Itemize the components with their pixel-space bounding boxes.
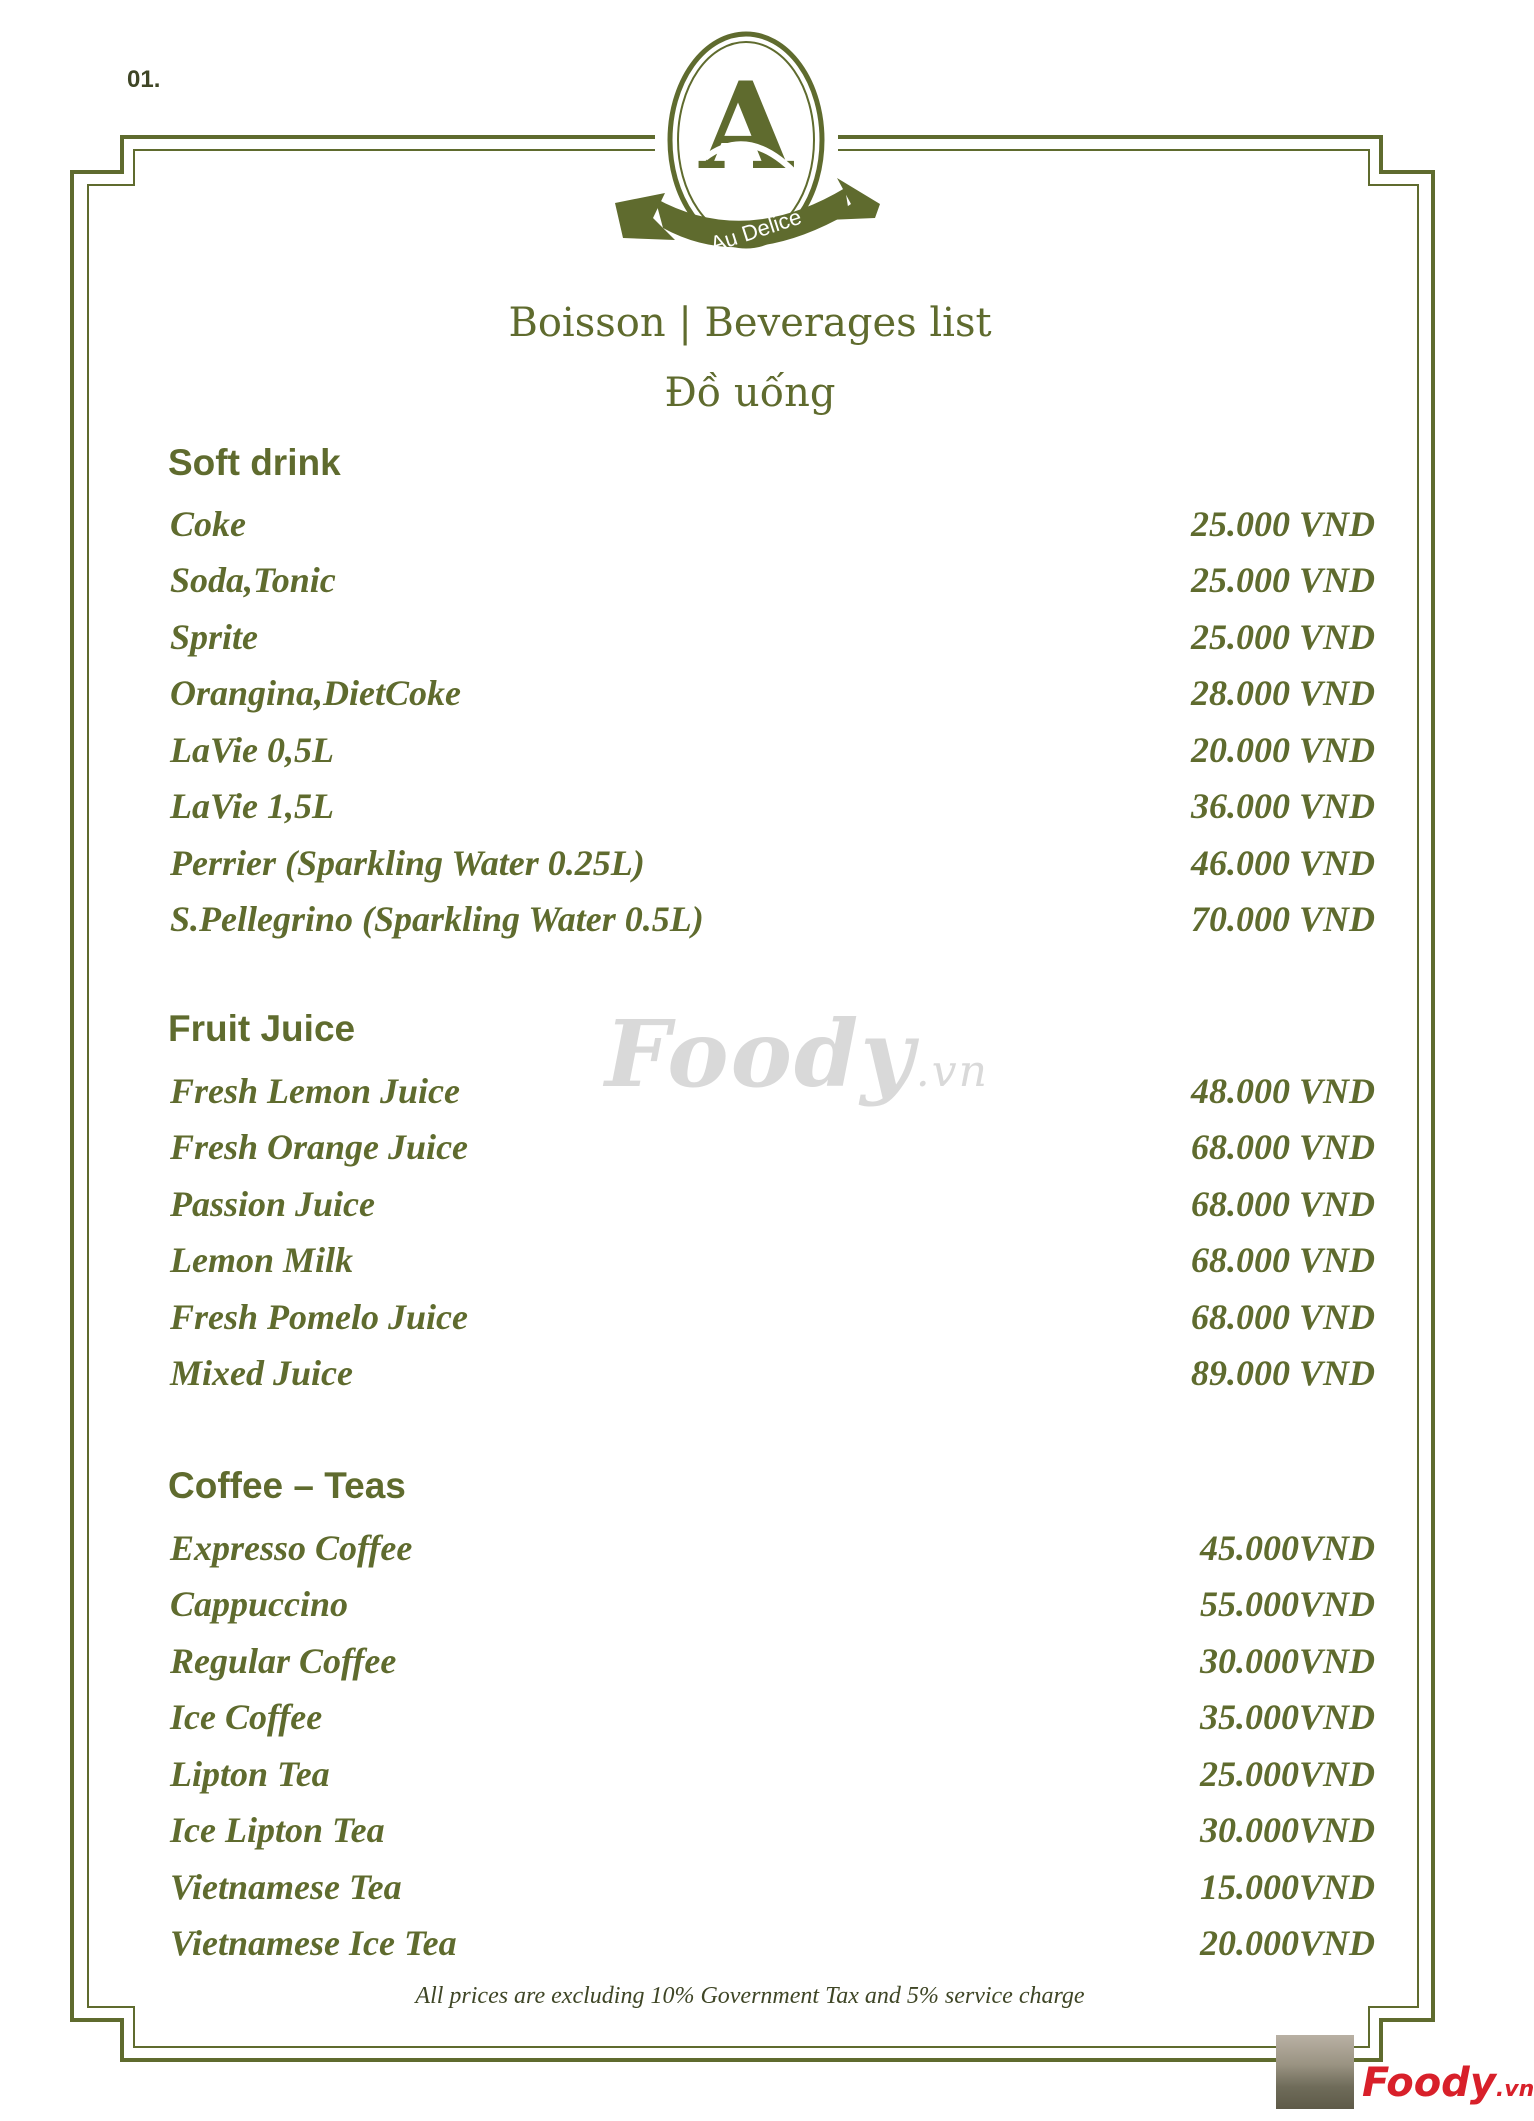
item-name: Mixed Juice xyxy=(170,1353,353,1393)
menu-item xyxy=(170,1749,1375,1799)
section-title-soft-drink: Soft drink xyxy=(168,442,341,483)
menu-item xyxy=(170,1862,1375,1912)
item-name: S.Pellegrino (Sparkling Water 0.5L) xyxy=(170,899,704,939)
item-name: Vietnamese Tea xyxy=(170,1867,402,1907)
menu-item xyxy=(170,1805,1375,1855)
item-price: 30.000VND xyxy=(1199,1641,1375,1681)
item-name: Fresh Lemon Juice xyxy=(170,1071,461,1111)
item-name: Coke xyxy=(170,504,246,544)
item-price: 25.000 VND xyxy=(1190,504,1375,544)
menu-item xyxy=(170,1292,1375,1342)
item-name: Ice Coffee xyxy=(170,1697,323,1737)
menu-item xyxy=(170,1692,1375,1742)
menu-subtitle: Đồ uống xyxy=(664,370,836,416)
item-price: 68.000 VND xyxy=(1190,1297,1375,1337)
menu-item xyxy=(170,612,1375,662)
item-name: Lipton Tea xyxy=(170,1754,330,1794)
logo-letter: A xyxy=(699,56,793,197)
menu-item xyxy=(170,499,1375,549)
item-name: Lemon Milk xyxy=(170,1240,354,1280)
item-price: 89.000 VND xyxy=(1190,1353,1375,1393)
item-price: 15.000VND xyxy=(1199,1867,1375,1907)
item-price: 68.000 VND xyxy=(1190,1184,1375,1224)
item-name: LaVie 1,5L xyxy=(170,786,334,826)
au-delice-logo xyxy=(605,28,895,273)
menu-item xyxy=(170,668,1375,718)
menu-item xyxy=(170,1523,1375,1573)
item-name: Sprite xyxy=(170,617,259,657)
menu-item xyxy=(170,1579,1375,1629)
menu-item xyxy=(170,781,1375,831)
menu-item xyxy=(170,555,1375,605)
corner-thumbnail xyxy=(1276,2035,1354,2109)
menu-item xyxy=(170,725,1375,775)
item-price: 68.000 VND xyxy=(1190,1240,1375,1280)
item-name: LaVie 0,5L xyxy=(170,730,334,770)
item-price: 55.000VND xyxy=(1199,1584,1375,1624)
item-name: Expresso Coffee xyxy=(170,1528,413,1568)
item-name: Perrier (Sparkling Water 0.25L) xyxy=(170,843,645,883)
menu-item xyxy=(170,1235,1375,1285)
item-price: 25.000 VND xyxy=(1190,560,1375,600)
item-price: 30.000VND xyxy=(1199,1810,1375,1850)
menu-item xyxy=(170,1066,1375,1116)
item-price: 68.000 VND xyxy=(1190,1127,1375,1167)
menu-title: Boisson | Beverages list xyxy=(508,300,992,346)
menu-item xyxy=(170,838,1375,888)
menu-item xyxy=(170,1348,1375,1398)
menu-item xyxy=(170,1636,1375,1686)
item-name: Orangina,DietCoke xyxy=(170,673,462,713)
item-price: 46.000 VND xyxy=(1190,843,1375,883)
item-name: Fresh Pomelo Juice xyxy=(170,1297,468,1337)
item-price: 45.000VND xyxy=(1199,1528,1375,1568)
menu-item xyxy=(170,1179,1375,1229)
item-price: 28.000 VND xyxy=(1190,673,1375,713)
logo-ribbon-text: Au Delice xyxy=(707,203,805,257)
item-price: 35.000VND xyxy=(1199,1697,1375,1737)
tax-footnote: All prices are excluding 10% Government Tax and 5% service charge xyxy=(415,1983,1085,2009)
menu-item xyxy=(170,1122,1375,1172)
foody-corner-logo: Foody.vn xyxy=(1362,2060,1534,2106)
item-price: 70.000 VND xyxy=(1190,899,1375,939)
item-price: 48.000 VND xyxy=(1190,1071,1375,1111)
item-name: Soda,Tonic xyxy=(170,560,336,600)
foody-watermark: Foody.vn xyxy=(605,1000,989,1108)
item-price: 25.000 VND xyxy=(1190,617,1375,657)
item-price: 20.000 VND xyxy=(1190,730,1375,770)
menu-item xyxy=(170,894,1375,944)
item-name: Fresh Orange Juice xyxy=(170,1127,469,1167)
item-price: 25.000VND xyxy=(1199,1754,1375,1794)
item-name: Regular Coffee xyxy=(170,1641,397,1681)
item-name: Vietnamese Ice Tea xyxy=(170,1923,457,1963)
item-name: Ice Lipton Tea xyxy=(170,1810,385,1850)
section-title-coffee-teas: Coffee – Teas xyxy=(168,1465,406,1506)
item-name: Passion Juice xyxy=(170,1184,376,1224)
section-title-fruit-juice: Fruit Juice xyxy=(168,1008,356,1049)
menu-item xyxy=(170,1918,1375,1968)
item-name: Cappuccino xyxy=(170,1584,349,1624)
item-price: 36.000 VND xyxy=(1190,786,1375,826)
item-price: 20.000VND xyxy=(1199,1923,1375,1963)
page-number: 01. xyxy=(127,66,161,93)
